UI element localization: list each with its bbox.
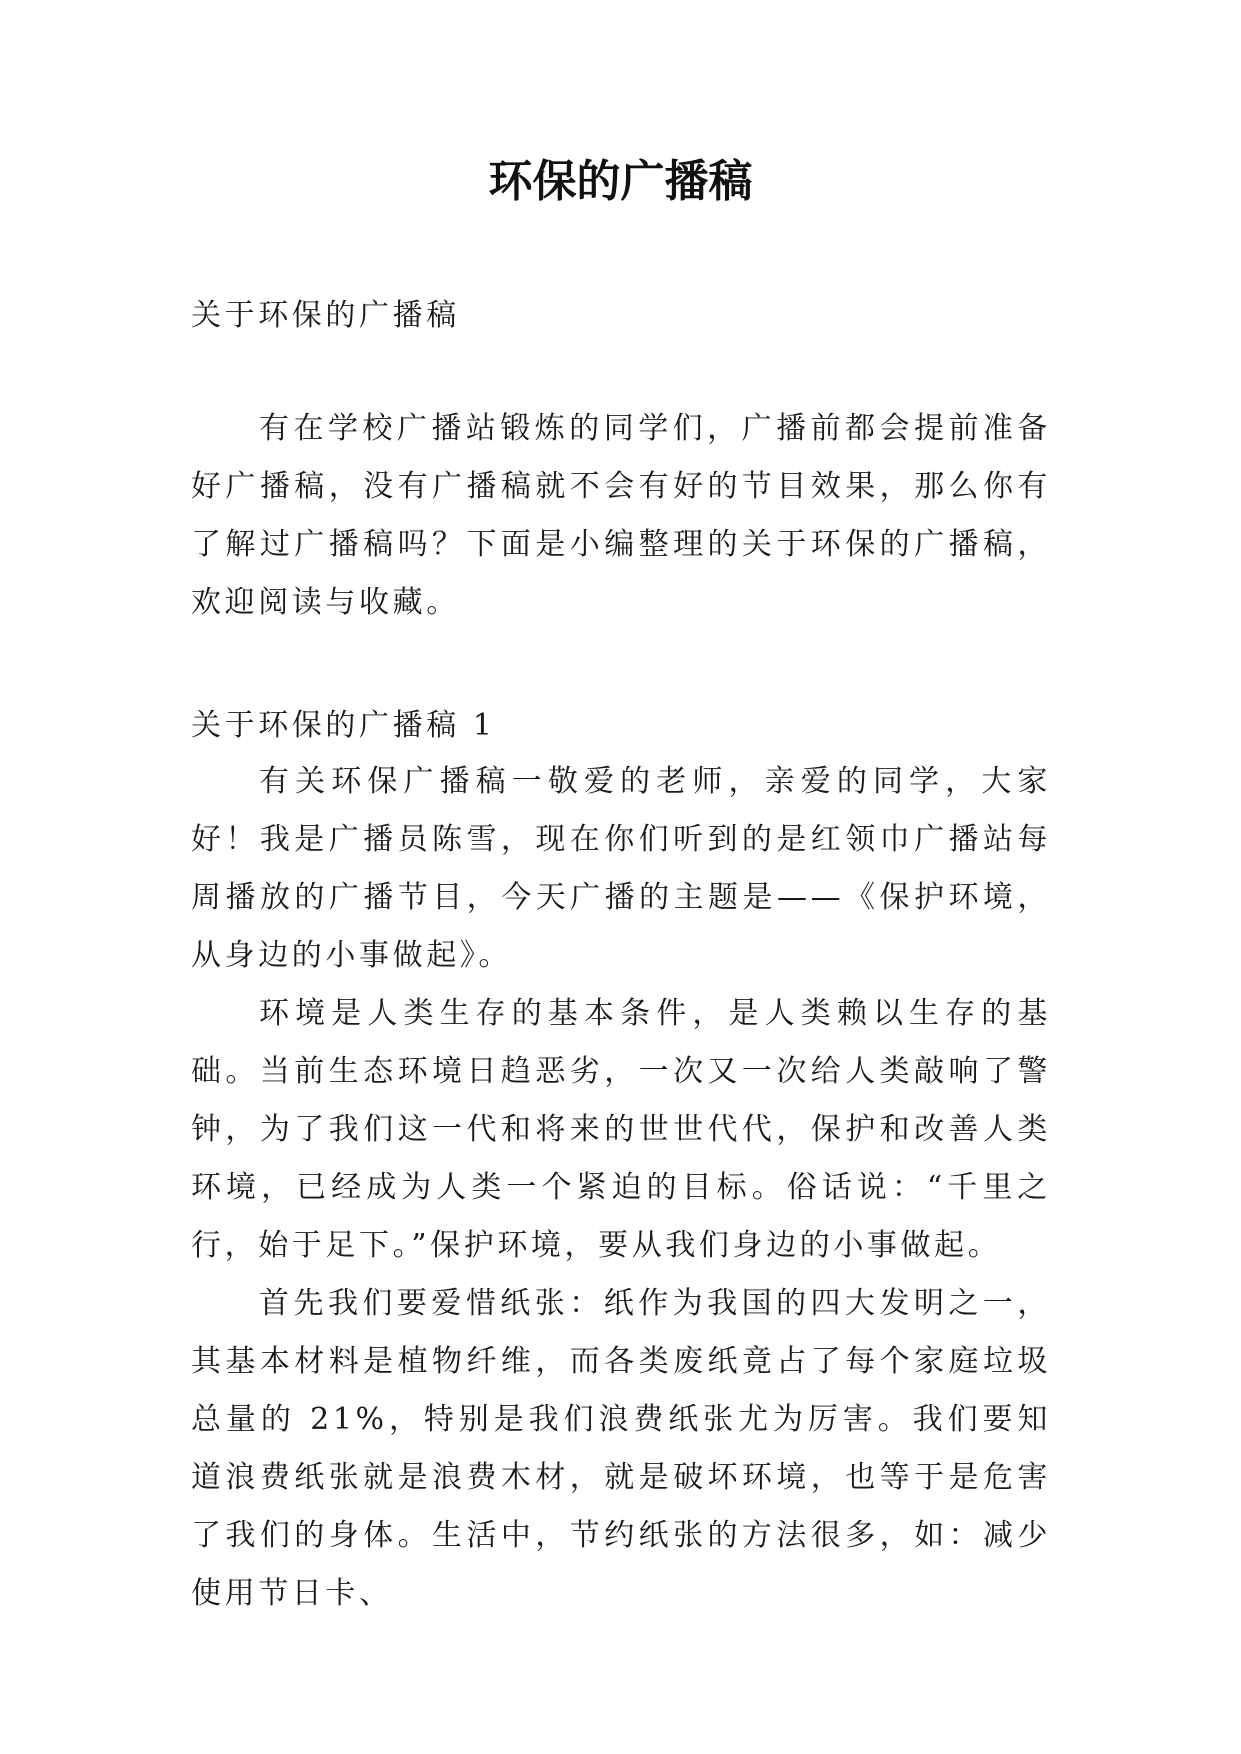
- body-paragraph: 首先我们要爱惜纸张：纸作为我国的四大发明之一，其基本材料是植物纤维，而各类废纸竟占了每个家庭垃圾总量的 21%，特别是我们浪费纸张尤为厉害。我们要知道浪费纸张就是浪费木材，就是破坏环境，也等于是危害了我们的身体。生活中，节约纸张的方法很多，如：减少使用节日卡、: [191, 1286, 1051, 1611]
- body-paragraph: 环境是人类生存的基本条件，是人类赖以生存的基础。当前生态环境日趋恶劣，一次又一次给人类敲响了警钟，为了我们这一代和将来的世世代代，保护和改善人类环境，已经成为人类一个紧迫的目标。俗话说：“千里之行，始于足下。”保护环境，要从我们身边的小事做起。: [191, 996, 1051, 1263]
- body-paragraph: 有关环保广播稿一敬爱的老师，亲爱的同学，大家好！我是广播员陈雪，现在你们听到的是红领巾广播站每周播放的广播节目，今天广播的主题是——《保护环境，从身边的小事做起》。: [191, 764, 1051, 973]
- document-subtitle: 关于环保的广播稿: [191, 298, 460, 333]
- section-heading: 关于环保的广播稿 1: [191, 708, 496, 743]
- document-title: 环保的广播稿: [488, 156, 753, 207]
- intro-paragraph: 有在学校广播站锻炼的同学们，广播前都会提前准备好广播稿，没有广播稿就不会有好的节目效果，那么你有了解过广播稿吗？下面是小编整理的关于环保的广播稿，欢迎阅读与收藏。: [191, 411, 1051, 620]
